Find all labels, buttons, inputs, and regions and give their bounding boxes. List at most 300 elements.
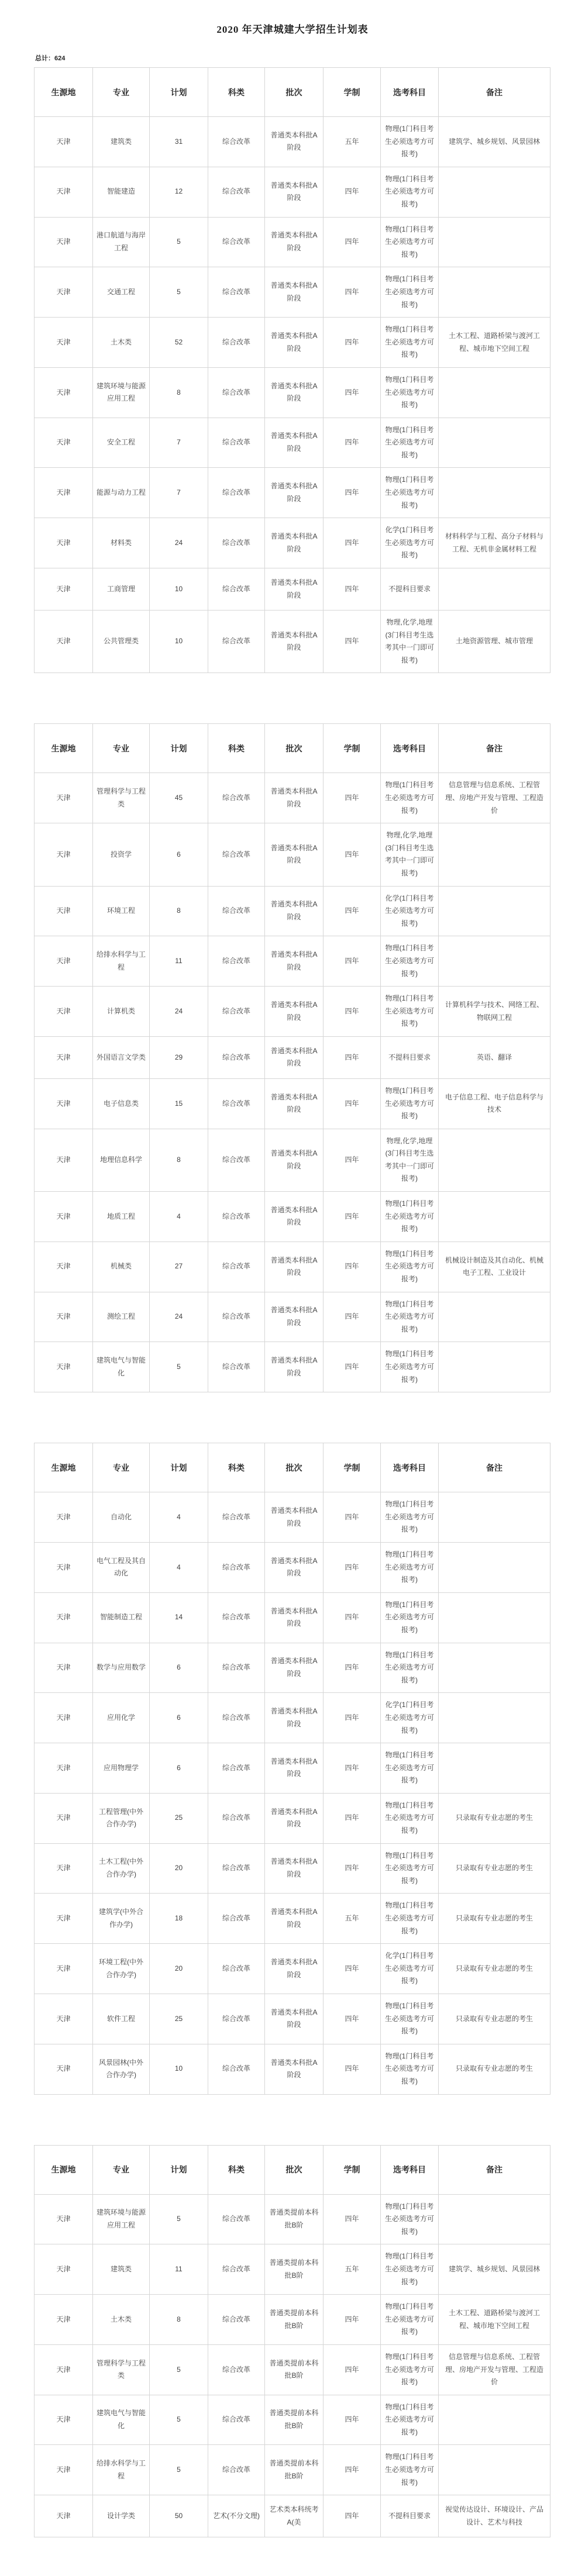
column-header: 批次 [265,724,324,773]
table-cell: 物理(1门科目考生必须选考方可报考) [381,1743,439,1794]
table-row [35,1078,550,1129]
table-cell: 6 [150,1643,208,1693]
table-cell: 天津 [35,418,93,468]
table-cell [439,886,550,936]
table-cell: 投资学 [93,823,150,886]
table-cell [439,1693,550,1743]
table-cell: 综合改革 [208,167,265,217]
table-cell: 不提科目要求 [381,2495,439,2537]
table-cell: 普通类本科批A阶段 [265,1843,324,1894]
table-cell: 物理(1门科目考生必须选考方可报考) [381,1342,439,1392]
table-cell: 综合改革 [208,936,265,987]
table-cell [439,1192,550,1242]
plan-table-1 [34,67,550,673]
table-cell: 电子信息工程、电子信息科学与技术 [439,1078,550,1129]
table-cell: 五年 [324,2244,381,2295]
table-cell: 综合改革 [208,1492,265,1543]
table-cell: 四年 [324,1592,381,1643]
column-header: 专业 [93,724,150,773]
table-cell: 化学(1门科目考生必须选考方可报考) [381,1944,439,1994]
column-header: 生源地 [35,724,93,773]
table-cell: 只录取有专业志愿的考生 [439,1843,550,1894]
table-cell: 普通类本科批A阶段 [265,1292,324,1342]
table-cell: 五年 [324,1894,381,1944]
table-cell: 10 [150,2044,208,2094]
table-cell [439,2194,550,2244]
table-cell: 24 [150,987,208,1037]
table-cell: 物理(1门科目考生必须选考方可报考) [381,367,439,418]
table-cell: 物理(1门科目考生必须选考方可报考) [381,987,439,1037]
table-cell: 公共管理类 [93,611,150,673]
column-header: 计划 [150,2145,208,2194]
table-cell: 天津 [35,117,93,167]
column-header: 科类 [208,2145,265,2194]
table-cell: 四年 [324,1192,381,1242]
table-cell: 天津 [35,1542,93,1592]
table-cell: 综合改革 [208,1843,265,1894]
table-row [35,823,550,886]
table-row [35,886,550,936]
column-header: 生源地 [35,1443,93,1492]
plan-table-2 [34,723,550,1392]
column-header: 批次 [265,1443,324,1492]
table-cell: 7 [150,468,208,518]
table-cell: 5 [150,2194,208,2244]
table-cell: 四年 [324,1944,381,1994]
table-cell [439,418,550,468]
table-cell: 物理(1门科目考生必须选考方可报考) [381,2295,439,2345]
table-cell: 普通类本科批A阶段 [265,217,324,267]
table-cell: 建筑电气与智能化 [93,1342,150,1392]
table-cell: 物理(1门科目考生必须选考方可报考) [381,1592,439,1643]
table-cell: 四年 [324,2044,381,2094]
table-cell: 环境工程(中外合作办学) [93,1944,150,1994]
table-row [35,418,550,468]
table-cell: 四年 [324,1242,381,1292]
table-cell: 5 [150,267,208,318]
table-cell: 综合改革 [208,1078,265,1129]
table-cell: 普通类提前本科批B阶 [265,2445,324,2495]
table-cell: 物理(1门科目考生必须选考方可报考) [381,1643,439,1693]
table-cell: 天津 [35,823,93,886]
table-row [35,1542,550,1592]
table-cell: 四年 [324,367,381,418]
table-cell: 天津 [35,2344,93,2395]
table-cell: 物理(1门科目考生必须选考方可报考) [381,468,439,518]
table-cell: 天津 [35,2295,93,2345]
table-cell: 45 [150,773,208,823]
table-cell: 建筑环境与能源应用工程 [93,367,150,418]
table-cell: 五年 [324,117,381,167]
column-header: 批次 [265,2145,324,2194]
table-cell: 普通类本科批A阶段 [265,518,324,568]
table-cell: 综合改革 [208,2044,265,2094]
table-cell: 5 [150,2344,208,2395]
table-cell: 四年 [324,2445,381,2495]
table-row [35,1643,550,1693]
table-cell: 24 [150,518,208,568]
header-row [35,1443,550,1492]
table-cell: 综合改革 [208,1342,265,1392]
table-cell: 数学与应用数学 [93,1643,150,1693]
table-row [35,367,550,418]
table-cell: 物理(1门科目考生必须选考方可报考) [381,2344,439,2395]
table-cell: 四年 [324,267,381,318]
header-row [35,68,550,117]
table-cell: 能源与动力工程 [93,468,150,518]
table-cell: 6 [150,823,208,886]
table-cell: 普通类本科批A阶段 [265,1036,324,1078]
table-cell: 四年 [324,1342,381,1392]
table-cell: 天津 [35,1743,93,1794]
table-row [35,2395,550,2445]
table-cell: 综合改革 [208,886,265,936]
table-cell: 物理(1门科目考生必须选考方可报考) [381,1242,439,1292]
table-cell: 14 [150,1592,208,1643]
table-cell: 普通类本科批A阶段 [265,1542,324,1592]
table-cell: 物理(1门科目考生必须选考方可报考) [381,936,439,987]
header-row [35,2145,550,2194]
table-cell: 4 [150,1492,208,1543]
table-cell: 普通类本科批A阶段 [265,267,324,318]
table-row [35,568,550,611]
table-cell: 四年 [324,217,381,267]
column-header: 生源地 [35,2145,93,2194]
table-cell: 测绘工程 [93,1292,150,1342]
table-cell: 31 [150,117,208,167]
table-cell: 物理,化学,地理(3门科目考生选考其中一门即可报考) [381,611,439,673]
table-cell: 综合改革 [208,418,265,468]
table-cell: 8 [150,367,208,418]
table-cell: 四年 [324,2194,381,2244]
table-cell: 6 [150,1693,208,1743]
table-cell: 天津 [35,1192,93,1242]
table-cell [439,823,550,886]
table-cell: 普通类本科批A阶段 [265,1793,324,1843]
table-row [35,987,550,1037]
table-cell: 地理信息科学 [93,1129,150,1191]
table-cell: 普通类提前本科批B阶 [265,2194,324,2244]
table-cell: 综合改革 [208,2344,265,2395]
table-cell: 天津 [35,1693,93,1743]
table-cell: 软件工程 [93,1994,150,2044]
table-cell [439,1643,550,1693]
table-cell: 建筑环境与能源应用工程 [93,2194,150,2244]
column-header: 生源地 [35,68,93,117]
table-cell: 四年 [324,1643,381,1693]
table-cell: 智能建造 [93,167,150,217]
table-cell: 8 [150,886,208,936]
table-cell [439,1342,550,1392]
table-cell: 综合改革 [208,987,265,1037]
table-cell: 只录取有专业志愿的考生 [439,1994,550,2044]
column-header: 科类 [208,1443,265,1492]
table-cell [439,568,550,611]
table-cell: 天津 [35,2194,93,2244]
table-cell: 四年 [324,773,381,823]
table-cell: 地质工程 [93,1192,150,1242]
table-row [35,1292,550,1342]
table-cell: 化学(1门科目考生必须选考方可报考) [381,518,439,568]
table-cell: 英语、翻译 [439,1036,550,1078]
table-cell: 综合改革 [208,1129,265,1191]
table-cell: 四年 [324,2495,381,2537]
table-cell: 综合改革 [208,468,265,518]
column-header: 批次 [265,68,324,117]
table-cell [439,468,550,518]
table-cell: 普通类本科批A阶段 [265,611,324,673]
table-cell: 11 [150,936,208,987]
column-header: 学制 [324,2145,381,2194]
table-cell: 建筑类 [93,2244,150,2295]
table-cell: 四年 [324,1036,381,1078]
table-cell: 综合改革 [208,1994,265,2044]
table-cell [439,167,550,217]
table-cell: 建筑学、城乡规划、风景园林 [439,2244,550,2295]
table-cell: 普通类本科批A阶段 [265,1743,324,1794]
table-cell: 5 [150,217,208,267]
table-cell: 综合改革 [208,518,265,568]
table-cell: 综合改革 [208,1643,265,1693]
table-cell: 物理(1门科目考生必须选考方可报考) [381,1843,439,1894]
table-row [35,611,550,673]
table-cell: 天津 [35,568,93,611]
table-row [35,1793,550,1843]
table-cell: 物理(1门科目考生必须选考方可报考) [381,1793,439,1843]
table-cell: 普通类本科批A阶段 [265,1242,324,1292]
table-cell: 四年 [324,418,381,468]
table-cell: 普通类本科批A阶段 [265,1129,324,1191]
table-cell: 信息管理与信息系统、工程管理、房地产开发与管理、工程造价 [439,773,550,823]
table-cell [439,1592,550,1643]
table-cell: 天津 [35,886,93,936]
table-row [35,1894,550,1944]
table-cell: 普通类本科批A阶段 [265,2044,324,2094]
table-cell: 普通类本科批A阶段 [265,1192,324,1242]
table-cell: 物理,化学,地理(3门科目考生选考其中一门即可报考) [381,823,439,886]
table-cell: 电子信息类 [93,1078,150,1129]
table-cell: 6 [150,1743,208,1794]
table-cell: 24 [150,1292,208,1342]
column-header: 选考科目 [381,1443,439,1492]
table-row [35,2295,550,2345]
column-header: 计划 [150,68,208,117]
table-row [35,217,550,267]
table-cell: 综合改革 [208,1192,265,1242]
table-cell: 天津 [35,1078,93,1129]
table-cell: 11 [150,2244,208,2295]
table-cell: 管理科学与工程类 [93,773,150,823]
table-cell: 天津 [35,1129,93,1191]
table-cell: 风景园林(中外合作办学) [93,2044,150,2094]
column-header: 计划 [150,724,208,773]
table-cell: 自动化 [93,1492,150,1543]
table-cell: 综合改革 [208,2244,265,2295]
table-cell: 天津 [35,2495,93,2537]
table-cell: 四年 [324,167,381,217]
table-cell: 计算机类 [93,987,150,1037]
table-cell: 材料科学与工程、高分子材料与工程、无机非金属材料工程 [439,518,550,568]
table-cell: 天津 [35,1036,93,1078]
table-row [35,1036,550,1078]
column-header: 备注 [439,724,550,773]
column-header: 学制 [324,1443,381,1492]
table-cell: 物理(1门科目考生必须选考方可报考) [381,2395,439,2445]
table-cell [439,936,550,987]
table-cell: 25 [150,1793,208,1843]
table-cell: 只录取有专业志愿的考生 [439,1793,550,1843]
table-cell: 普通类提前本科批B阶 [265,2395,324,2445]
table-cell: 天津 [35,1793,93,1843]
table-cell: 综合改革 [208,1242,265,1292]
table-cell: 50 [150,2495,208,2537]
table-cell: 环境工程 [93,886,150,936]
table-cell: 建筑学、城乡规划、风景园林 [439,117,550,167]
table-cell [439,217,550,267]
table-cell: 物理(1门科目考生必须选考方可报考) [381,117,439,167]
column-header: 备注 [439,2145,550,2194]
table-cell: 综合改革 [208,568,265,611]
table-cell: 物理(1门科目考生必须选考方可报考) [381,2194,439,2244]
table-cell: 20 [150,1944,208,1994]
table-cell: 普通类本科批A阶段 [265,1078,324,1129]
table-cell: 不提科目要求 [381,568,439,611]
table-row [35,1944,550,1994]
table-cell: 5 [150,1342,208,1392]
table-cell: 建筑类 [93,117,150,167]
table-cell: 综合改革 [208,1944,265,1994]
table-cell: 四年 [324,2344,381,2395]
table-cell: 四年 [324,1492,381,1543]
table-cell: 智能制造工程 [93,1592,150,1643]
table-cell [439,1492,550,1543]
table-cell: 四年 [324,936,381,987]
table-cell: 普通类本科批A阶段 [265,1643,324,1693]
table-cell: 普通类本科批A阶段 [265,117,324,167]
table-cell: 四年 [324,823,381,886]
table-cell: 四年 [324,518,381,568]
table-cell: 物理(1门科目考生必须选考方可报考) [381,1994,439,2044]
table-cell: 机械设计制造及其自动化、机械电子工程、工业设计 [439,1242,550,1292]
plan-table-4 [34,2145,550,2538]
table-cell [439,1743,550,1794]
table-row [35,1743,550,1794]
table-cell: 5 [150,2445,208,2495]
table-row [35,1994,550,2044]
total-count: 总计：624 [35,55,66,62]
table-cell: 普通类提前本科批B阶 [265,2244,324,2295]
table-cell: 普通类本科批A阶段 [265,418,324,468]
table-row [35,117,550,167]
table-row [35,267,550,318]
table-cell: 综合改革 [208,318,265,368]
table-cell: 普通类本科批A阶段 [265,1693,324,1743]
table-row [35,2194,550,2244]
table-cell: 20 [150,1843,208,1894]
table-cell: 应用化学 [93,1693,150,1743]
table-cell: 安全工程 [93,418,150,468]
table-cell: 物理(1门科目考生必须选考方可报考) [381,1192,439,1242]
table-cell: 综合改革 [208,2445,265,2495]
table-row [35,1192,550,1242]
table-cell: 视觉传达设计、环境设计、产品设计、艺术与科技 [439,2495,550,2537]
column-header: 选考科目 [381,68,439,117]
table-cell: 普通类本科批A阶段 [265,568,324,611]
tables-container [0,67,585,2537]
table-cell: 4 [150,1192,208,1242]
table-cell: 四年 [324,2295,381,2345]
table-cell: 普通类本科批A阶段 [265,468,324,518]
table-cell: 普通类提前本科批B阶 [265,2295,324,2345]
table-cell: 只录取有专业志愿的考生 [439,1944,550,1994]
table-cell: 综合改革 [208,1292,265,1342]
table-cell: 艺术(不分文理) [208,2495,265,2537]
table-cell: 普通类提前本科批B阶 [265,2344,324,2395]
plan-table-3 [34,1443,550,2094]
table-row [35,318,550,368]
table-cell: 天津 [35,1292,93,1342]
table-cell [439,2395,550,2445]
table-cell: 普通类本科批A阶段 [265,367,324,418]
table-cell: 18 [150,1894,208,1944]
table-cell: 物理(1门科目考生必须选考方可报考) [381,1542,439,1592]
table-cell: 天津 [35,611,93,673]
table-cell: 四年 [324,1078,381,1129]
table-cell: 52 [150,318,208,368]
table-cell: 普通类本科批A阶段 [265,1894,324,1944]
table-cell: 天津 [35,773,93,823]
table-cell: 天津 [35,518,93,568]
table-cell: 天津 [35,217,93,267]
table-cell: 四年 [324,1743,381,1794]
table-cell: 综合改革 [208,1894,265,1944]
table-row [35,518,550,568]
table-cell [439,1292,550,1342]
table-cell: 外国语言文学类 [93,1036,150,1078]
table-cell: 给排水科学与工程 [93,2445,150,2495]
table-cell: 四年 [324,568,381,611]
table-cell: 天津 [35,167,93,217]
table-row [35,1592,550,1643]
table-cell: 土木类 [93,2295,150,2345]
table-cell: 普通类本科批A阶段 [265,318,324,368]
table-cell: 天津 [35,1242,93,1292]
table-cell [439,1542,550,1592]
table-cell: 四年 [324,468,381,518]
table-row [35,2344,550,2395]
table-cell: 10 [150,568,208,611]
table-cell: 7 [150,418,208,468]
table-row [35,773,550,823]
table-cell: 综合改革 [208,217,265,267]
table-cell: 天津 [35,1944,93,1994]
table-cell: 27 [150,1242,208,1292]
table-cell: 建筑学(中外合作办学) [93,1894,150,1944]
table-cell: 普通类本科批A阶段 [265,1342,324,1392]
table-cell: 普通类本科批A阶段 [265,773,324,823]
table-cell [439,367,550,418]
table-cell: 物理(1门科目考生必须选考方可报考) [381,1292,439,1342]
table-cell: 化学(1门科目考生必须选考方可报考) [381,1693,439,1743]
table-cell: 天津 [35,468,93,518]
table-cell: 综合改革 [208,2295,265,2345]
table-cell: 土木工程、道路桥梁与渡河工程、城市地下空间工程 [439,318,550,368]
table-cell: 天津 [35,1592,93,1643]
table-cell: 综合改革 [208,1036,265,1078]
table-cell: 8 [150,1129,208,1191]
table-cell: 综合改革 [208,1793,265,1843]
table-row [35,468,550,518]
